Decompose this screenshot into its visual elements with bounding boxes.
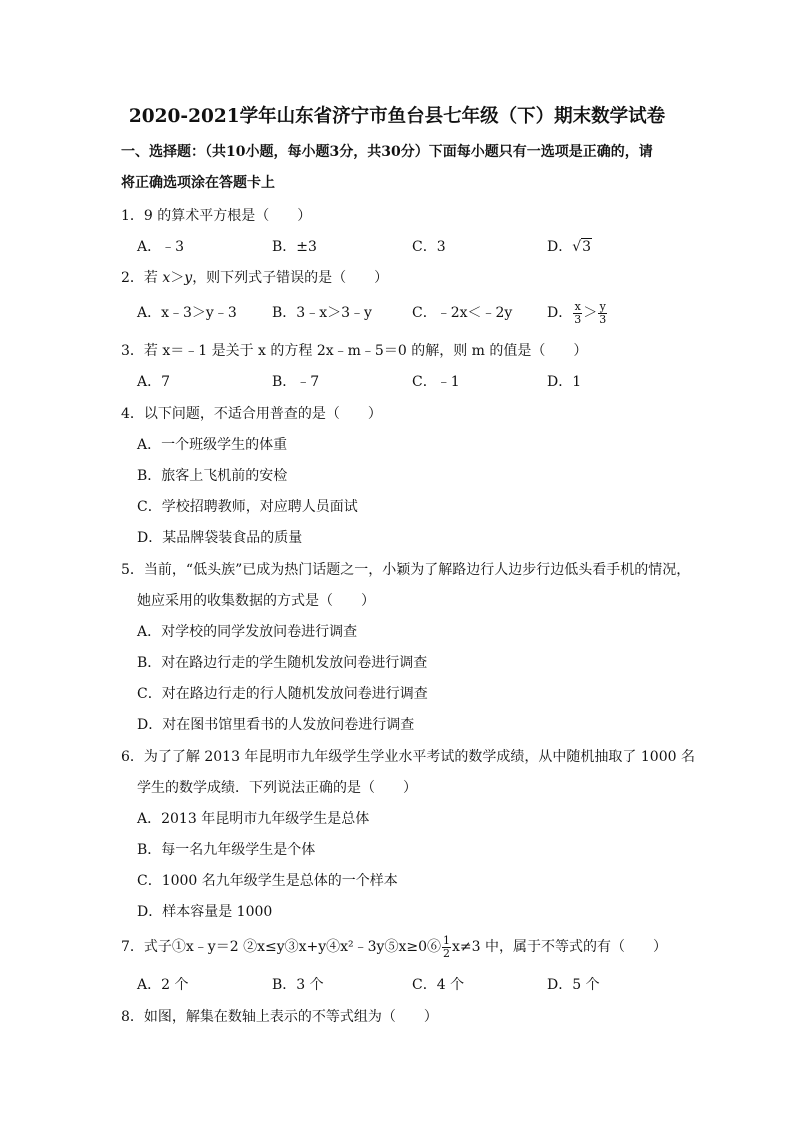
- question-5-stem-line2: 她应采用的收集数据的方式是（ ）: [137, 593, 375, 609]
- question-5-stem-line1: 5．当前，“低头族”已成为热门话题之一，小颖为了解路边行人边步行边低头看手机的情况，: [121, 562, 691, 578]
- question-3-option-a: A．7: [137, 374, 171, 390]
- question-7-stem: [121, 930, 667, 964]
- page-title: 2020-2021学年山东省济宁市鱼台县七年级（下）期末数学试卷: [128, 106, 666, 127]
- question-1-option-d-label: D．: [547, 239, 573, 255]
- fraction-y-over-3: [598, 301, 607, 326]
- question-4-option-d: D．某品牌袋装食品的质量: [137, 530, 303, 546]
- question-7-stem-part2: x≠3 中，属于不等式的有（ ）: [452, 939, 667, 955]
- question-2-option-d: [547, 296, 608, 330]
- question-1-option-c: C．3: [412, 239, 446, 255]
- question-2-option-a: A．x﹣3＞y﹣3: [137, 305, 237, 321]
- question-1-option-a: A．﹣3: [137, 239, 185, 255]
- fraction-numerator: x: [574, 299, 581, 313]
- question-3-option-c: C．﹣1: [412, 374, 460, 390]
- question-2-var-y: y: [184, 270, 193, 286]
- question-1-option-b: B．±3: [272, 239, 317, 255]
- question-7-option-a: A．2 个: [137, 977, 189, 993]
- question-4-option-b: B．旅客上飞机前的安检: [137, 468, 288, 484]
- fraction-numerator: y: [599, 299, 606, 313]
- question-6-option-b: B．每一名九年级学生是个体: [137, 842, 316, 858]
- question-7-option-c: C．4 个: [412, 977, 465, 993]
- question-5-option-c: C．对在路边行走的行人随机发放问卷进行调查: [137, 686, 428, 702]
- fraction-denominator: 3: [574, 312, 582, 326]
- question-2-gt: ＞: [170, 270, 185, 286]
- question-6-stem-line2: 学生的数学成绩．下列说法正确的是（ ）: [137, 780, 417, 796]
- fraction-denominator: 2: [443, 946, 450, 960]
- question-4-option-a: A．一个班级学生的体重: [137, 437, 288, 453]
- question-3-stem: 3．若 x＝﹣1 是关于 x 的方程 2x﹣m﹣5＝0 的解，则 m 的值是（ ）: [121, 343, 588, 359]
- fraction-denominator: 3: [599, 312, 607, 326]
- fraction-numerator: 1: [443, 933, 450, 947]
- sqrt-radicand: 3: [582, 239, 592, 255]
- question-7-stem-part1: 7．式子①x﹣y＝2 ②x≤y③x+y④x²﹣3y⑤x≥0⑥: [121, 939, 441, 955]
- question-8-stem: 8．如图，解集在数轴上表示的不等式组为（ ）: [121, 1009, 438, 1025]
- question-6-option-d: D．样本容量是 1000: [137, 904, 273, 920]
- question-5-option-d: D．对在图书馆里看书的人发放问卷进行调查: [137, 717, 415, 733]
- section-heading-line2: 将正确选项涂在答题卡上: [121, 175, 275, 191]
- fraction-x-over-3: [573, 301, 582, 326]
- sqrt-symbol: √3: [572, 239, 592, 255]
- fraction-one-half: [442, 935, 451, 960]
- question-2-option-c: C．﹣2x＜﹣2y: [412, 305, 513, 321]
- question-2-option-d-label: D．: [547, 305, 573, 321]
- question-1-stem: 1．9 的算术平方根是（ ）: [121, 208, 312, 224]
- question-1-option-d: [547, 237, 592, 257]
- question-2-prefix: 2．若: [121, 270, 163, 286]
- question-2-suffix: ，则下列式子错误的是（ ）: [192, 270, 389, 286]
- question-2-var-x: x: [162, 270, 171, 286]
- question-7-option-d: D．5 个: [547, 977, 600, 993]
- question-5-option-b: B．对在路边行走的学生随机发放问卷进行调查: [137, 655, 428, 671]
- question-2-option-b: B．3﹣x＞3﹣y: [272, 305, 372, 321]
- question-3-option-b: B．﹣7: [272, 374, 320, 390]
- question-2-option-d-rel: ＞: [583, 305, 598, 321]
- question-5-option-a: A．对学校的同学发放问卷进行调查: [137, 624, 358, 640]
- question-7-option-b: B．3 个: [272, 977, 324, 993]
- question-4-stem: 4．以下问题，不适合用普查的是（ ）: [121, 406, 382, 422]
- question-6-option-a: A．2013 年昆明市九年级学生是总体: [137, 811, 370, 827]
- question-6-stem-line1: 6．为了了解 2013 年昆明市九年级学生学业水平考试的数学成绩，从中随机抽取了 1000 名: [121, 749, 695, 765]
- question-4-option-c: C．学校招聘教师，对应聘人员面试: [137, 499, 358, 515]
- question-3-option-d: D．1: [547, 374, 582, 390]
- question-2-stem: [121, 268, 388, 288]
- question-6-option-c: C．1000 名九年级学生是总体的一个样本: [137, 873, 398, 889]
- section-heading-line1: 一、选择题：（共10小题，每小题3分，共30分）下面每小题只有一选项是正确的，请: [121, 144, 653, 160]
